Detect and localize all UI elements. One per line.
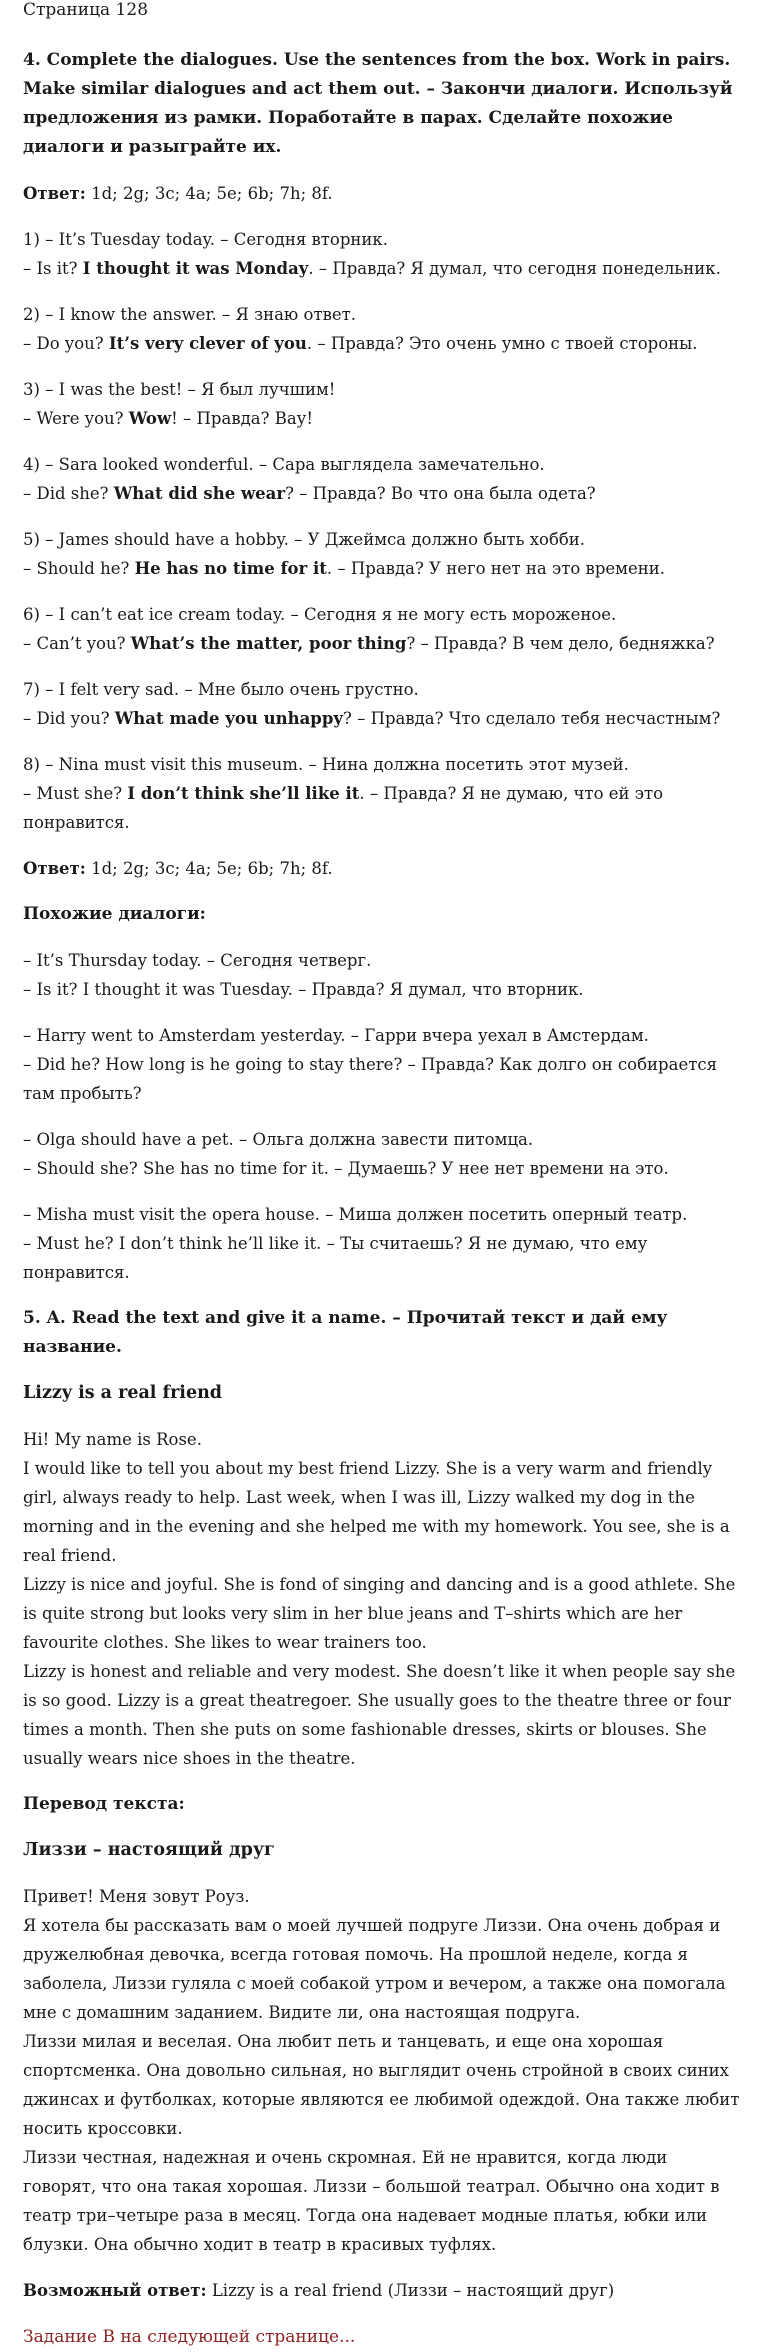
dialogue-answer: What did she wear [113, 484, 286, 503]
dialogue-line-1: 1) – It’s Tuesday today. – Сегодня вторник. [23, 230, 388, 249]
dialogue-line-1: – It’s Thursday today. – Сегодня четверг. [23, 951, 372, 970]
similar-dialogue-3 [23, 1125, 745, 1183]
answer-label: Ответ: [23, 859, 86, 878]
dialogue-line-1: – Harry went to Amsterdam yesterday. – Гарри вчера уехал в Амстердам. [23, 1026, 649, 1045]
dialogue-line-1: 7) – I felt very sad. – Мне было очень грустно. [23, 680, 419, 699]
dialogue-reply: – Do you? [23, 334, 109, 353]
similar-dialogue-4 [23, 1200, 745, 1287]
dialogue-answer: Wow [128, 409, 172, 428]
dialogue-6 [23, 600, 745, 658]
translation-paragraph: Я хотела бы рассказать вам о моей лучшей подруге Лиззи. Она очень добрая и дружелюбная девочка, всегда готовая помочь. На прошлой неделе, когда я заболела, Лиззи гуляла с моей собакой утром и вечером, а также она помогала мне с домашним заданием. Видите ли, она настоящая подруга. [23, 1916, 726, 2022]
dialogue-line-2: – Did he? How long is he going to stay there? – Правда? Как долго он собирается там пробыть? [23, 1055, 717, 1103]
text-paragraph: Lizzy is nice and joyful. She is fond of singing and dancing and is a good athlete. She is quite strong but looks very slim in her blue jeans and T–shirts which are her favourite clothes. She likes to wear trainers too. [23, 1575, 736, 1652]
possible-answer [23, 2276, 745, 2305]
dialogue-4 [23, 450, 745, 508]
dialogue-line-2 [23, 329, 745, 358]
dialogue-2 [23, 300, 745, 358]
page-number-label: Страница 128 [23, 0, 149, 20]
translation-heading: Перевод текста: [23, 1794, 185, 1814]
dialogue-line-2: – Is it? I thought it was Tuesday. – Правда? Я думал, что вторник. [23, 980, 584, 999]
possible-answer-label: Возможный ответ: [23, 2281, 207, 2300]
dialogue-line-2 [23, 554, 745, 583]
dialogue-line-1: – Olga should have a pet. – Ольга должна завести питомца. [23, 1130, 534, 1149]
dialogue-line-2 [23, 779, 745, 837]
dialogue-8 [23, 750, 745, 837]
text-title: Lizzy is a real friend [23, 1383, 223, 1403]
answer-text: 1d; 2g; 3c; 4a; 5e; 6b; 7h; 8f. [85, 184, 333, 203]
task4-answer [23, 179, 745, 208]
next-page-paragraph [23, 2322, 745, 2352]
dialogue-translation: ? – Правда? Во что она была одета? [285, 484, 596, 503]
dialogue-line-2: – Should she? She has no time for it. – Думаешь? У нее нет времени на это. [23, 1159, 669, 1178]
task4-answer-repeat [23, 854, 745, 883]
text-paragraph: I would like to tell you about my best friend Lizzy. She is a very warm and friendly girl, always ready to help. Last week, when I was ill, Lizzy walked my dog in the morning and in the evening and she helped me with my homework. You see, she is a real friend. [23, 1459, 730, 1565]
dialogue-line-1: 5) – James should have a hobby. – У Джеймса должно быть хобби. [23, 530, 586, 549]
dialogue-answer: What made you unhappy [114, 709, 343, 728]
dialogue-translation: ? – Правда? В чем дело, бедняжка? [406, 634, 715, 653]
dialogue-reply: – Did she? [23, 484, 114, 503]
dialogue-reply: – Were you? [23, 409, 129, 428]
dialogue-line-1: 4) – Sara looked wonderful. – Сара выглядела замечательно. [23, 455, 545, 474]
content [23, 46, 745, 2352]
text-paragraph: Hi! My name is Rose. [23, 1430, 202, 1449]
text-paragraph: Lizzy is honest and reliable and very modest. She doesn’t like it when people say she is so good. Lizzy is a great theatregoer. She usually goes to the theatre three or four times a month. Then she puts on some fashionable dresses, skirts or blouses. She usually wears nice shoes in the theatre. [23, 1662, 736, 1768]
text-body [23, 1425, 745, 1773]
dialogue-answer: He has no time for it [134, 559, 327, 578]
dialogue-translation: ! – Правда? Вау! [171, 409, 313, 428]
task5-heading: 5. A. Read the text and give it a name. – Прочитай текст и дай ему название. [23, 1308, 668, 1357]
dialogue-reply: – Did you? [23, 709, 115, 728]
similar-dialogue-1 [23, 946, 745, 1004]
dialogue-translation: . – Правда? Я не думаю, что ей это понравится. [23, 784, 664, 832]
translation-body [23, 1882, 745, 2259]
dialogue-answer: It’s very clever of you [108, 334, 307, 353]
translation-title: Лиззи – настоящий друг [23, 1840, 275, 1860]
dialogue-reply: – Should he? [23, 559, 135, 578]
dialogue-line-2 [23, 704, 745, 733]
dialogue-line-2: – Must he? I don’t think he’ll like it. – Ты считаешь? Я не думаю, что ему понравится. [23, 1234, 648, 1282]
translation-paragraph: Привет! Меня зовут Роуз. [23, 1887, 250, 1906]
dialogue-reply: – Is it? [23, 259, 83, 278]
dialogue-line-2 [23, 629, 745, 658]
dialogue-1 [23, 225, 745, 283]
dialogue-line-2 [23, 404, 745, 433]
dialogue-5 [23, 525, 745, 583]
dialogue-answer: I don’t think she’ll like it [127, 784, 360, 803]
dialogue-translation: . – Правда? У него нет на это времени. [326, 559, 666, 578]
translation-paragraph: Лиззи честная, надежная и очень скромная. Ей не нравится, когда люди говорят, что она такая хорошая. Лиззи – большой театрал. Обычно она ходит в театр три–четыре раза в месяц. Тогда она надевает модные платья, юбки или блузки. Она обычно ходит в театр в красивых туфлях. [23, 2148, 720, 2254]
dialogue-line-1: 2) – I know the answer. – Я знаю ответ. [23, 305, 357, 324]
answer-text: 1d; 2g; 3c; 4a; 5e; 6b; 7h; 8f. [85, 859, 333, 878]
dialogue-3 [23, 375, 745, 433]
dialogue-answer: What’s the matter, poor thing [130, 634, 407, 653]
dialogue-reply: – Must she? [23, 784, 128, 803]
dialogue-line-1: 8) – Nina must visit this museum. – Нина должна посетить этот музей. [23, 755, 629, 774]
dialogue-translation: . – Правда? Это очень умно с твоей стороны. [306, 334, 698, 353]
dialogue-line-1: 6) – I can’t eat ice cream today. – Сегодня я не могу есть мороженое. [23, 605, 617, 624]
dialogue-reply: – Can’t you? [23, 634, 131, 653]
dialogue-translation: . – Правда? Я думал, что сегодня понедельник. [308, 259, 721, 278]
dialogue-line-2 [23, 479, 745, 508]
task4-heading: 4. Complete the dialogues. Use the sentences from the box. Work in pairs. Make similar dialogues and act them out. – Закончи диалоги. Используй предложения из рамки. Поработайте в парах. Сделайте похожие диалоги и разыграйте их. [23, 50, 733, 157]
dialogue-7 [23, 675, 745, 733]
similar-dialogue-2 [23, 1021, 745, 1108]
translation-paragraph: Лиззи милая и веселая. Она любит петь и танцевать, и еще она хорошая спортсменка. Она довольно сильная, но выглядит очень стройной в своих синих джинсах и футболках, которые являются ее любимой одеждой. Она также любит носить кроссовки. [23, 2032, 740, 2138]
dialogue-translation: ? – Правда? Что сделало тебя несчастным? [342, 709, 721, 728]
similar-dialogues-heading: Похожие диалоги: [23, 904, 206, 924]
answer-label: Ответ: [23, 184, 86, 203]
dialogue-line-1: 3) – I was the best! – Я был лучшим! [23, 380, 336, 399]
next-page-link[interactable]: Задание B на следующей странице... [23, 2327, 356, 2347]
possible-answer-text: Lizzy is a real friend (Лиззи – настоящий друг) [206, 2281, 615, 2300]
dialogue-line-2 [23, 254, 745, 283]
dialogue-line-1: – Misha must visit the opera house. – Миша должен посетить оперный театр. [23, 1205, 688, 1224]
dialogue-answer: I thought it was Monday [82, 259, 309, 278]
